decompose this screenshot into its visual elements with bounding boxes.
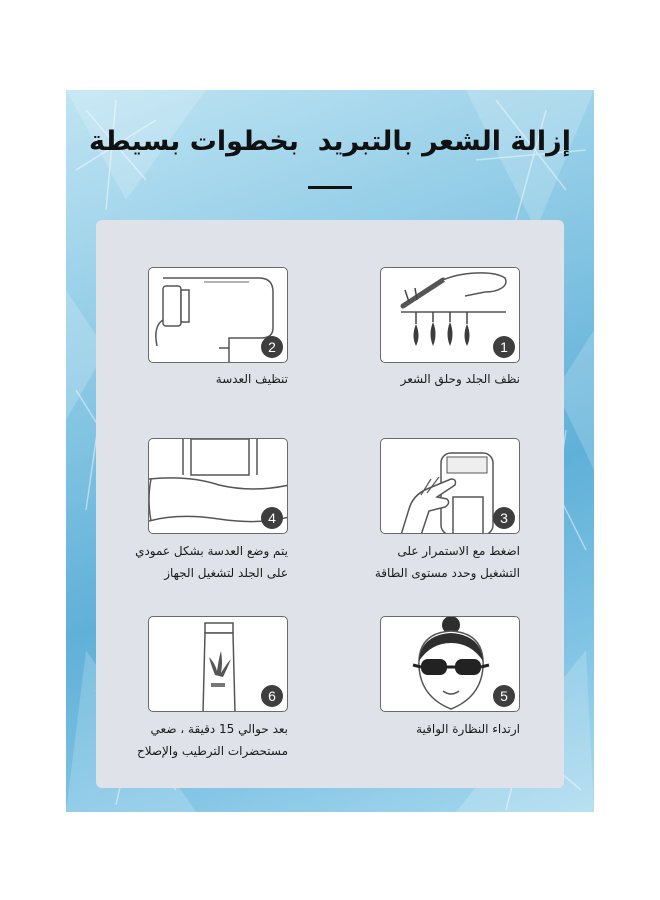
step-2-number: 2 bbox=[261, 336, 283, 358]
step-1-illustration bbox=[380, 267, 520, 363]
step-6-caption bbox=[88, 718, 288, 762]
step-1-caption-line-1: نظف الجلد وحلق الشعر bbox=[400, 372, 520, 386]
step-2-frame bbox=[148, 267, 288, 363]
step-3-caption-line-1: اضغط مع الاستمرار على bbox=[397, 544, 520, 558]
step-6-caption-line-2: مستحضرات الترطيب والإصلاح bbox=[136, 744, 288, 758]
step-4-caption-line-1: يتم وضع العدسة بشكل عمودي bbox=[135, 544, 288, 558]
step-4-caption-line-2: على الجلد لتشغيل الجهاز bbox=[164, 566, 288, 580]
step-4-illustration bbox=[148, 438, 288, 534]
step-2-caption-line-1: تنظيف العدسة bbox=[215, 372, 288, 386]
step-6-frame bbox=[148, 616, 288, 712]
step-5-number: 5 bbox=[493, 685, 515, 707]
step-4-caption bbox=[88, 540, 288, 584]
step-3-number: 3 bbox=[493, 507, 515, 529]
step-6-illustration bbox=[148, 616, 288, 712]
steps-card bbox=[96, 220, 564, 788]
title-underline bbox=[308, 186, 352, 189]
step-2-illustration bbox=[148, 267, 288, 363]
step-5-caption-line-1: ارتداء النظارة الواقية bbox=[416, 722, 520, 736]
step-6-caption-line-1: بعد حوالي 15 دقيقة ، ضعي bbox=[150, 722, 288, 736]
step-4-number: 4 bbox=[261, 507, 283, 529]
step-5-frame bbox=[380, 616, 520, 712]
step-1-frame bbox=[380, 267, 520, 363]
page-title: إزالة الشعر بالتبريد بخطوات بسيطة bbox=[89, 126, 571, 157]
step-2-caption bbox=[88, 368, 288, 390]
step-6-number: 6 bbox=[261, 685, 283, 707]
step-1-caption bbox=[320, 368, 520, 390]
step-5-caption bbox=[320, 718, 520, 740]
step-5-illustration bbox=[380, 616, 520, 712]
step-1-number: 1 bbox=[493, 336, 515, 358]
step-4-frame bbox=[148, 438, 288, 534]
ice-background-poster bbox=[66, 90, 594, 812]
step-3-caption bbox=[320, 540, 520, 584]
step-3-illustration bbox=[380, 438, 520, 534]
step-3-caption-line-2: التشغيل وحدد مستوى الطاقة bbox=[374, 566, 520, 580]
step-3-frame bbox=[380, 438, 520, 534]
